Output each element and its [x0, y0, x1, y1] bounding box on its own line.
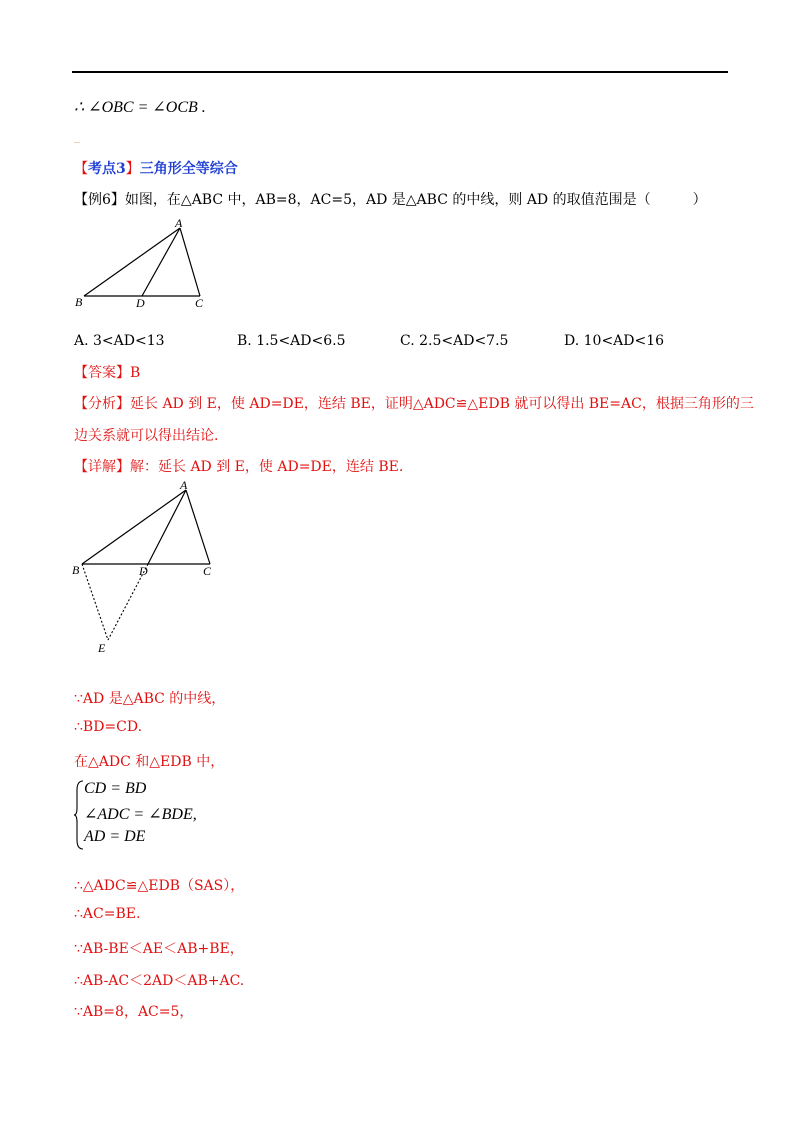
- side-ac: [186, 490, 210, 564]
- proof-line-8: ∵AB=8，AC=5，: [74, 1004, 194, 1020]
- detail-line: 【详解】解：延长 AD 到 E，使 AD=DE，连结 BE.: [74, 459, 404, 475]
- median-ad: [148, 490, 186, 564]
- left-brace: [74, 780, 84, 850]
- proof-line-6: ∵AB-BE＜AE＜AB+BE，: [74, 941, 244, 957]
- system-row-3: AD = DE: [84, 828, 146, 845]
- proof-line-3: 在△ADC 和△EDB 中，: [74, 754, 225, 770]
- orange-mark: ---: [74, 139, 81, 146]
- proof-line-5: ∴AC=BE.: [74, 906, 141, 922]
- median-ad: [142, 228, 180, 296]
- option-d: D. 10<AD<16: [564, 333, 665, 349]
- example-question: [74, 189, 707, 209]
- option-c: C. 2.5<AD<7.5: [400, 333, 509, 349]
- header-rule: [72, 71, 728, 73]
- proof-line-1: ∵AD 是△ABC 的中线，: [74, 691, 226, 707]
- label-d: D: [136, 296, 145, 310]
- label-d: D: [139, 564, 148, 578]
- section-bracket-close: 】: [125, 161, 140, 177]
- option-a: A. 3<AD<13: [74, 333, 165, 349]
- example-text: 如图，在△ABC 中，AB=8，AC=5，AD 是△ABC 的中线，则 AD 的取值范围是（ ）: [124, 192, 707, 208]
- side-ac: [180, 228, 200, 296]
- label-a: A: [175, 218, 183, 230]
- label-c: C: [195, 296, 204, 310]
- system-row-2: ∠ADC = ∠BDE,: [84, 806, 197, 823]
- side-ab: [82, 490, 186, 564]
- example-label: 【例6】: [74, 192, 125, 208]
- proof-line-2: ∴BD=CD.: [74, 719, 143, 735]
- side-ab: [84, 228, 180, 296]
- system-row-1: CD = BD: [84, 780, 147, 797]
- extended-triangle-figure: [68, 476, 228, 658]
- triangle-figure: [70, 218, 220, 310]
- section-bracket-open: 【: [74, 161, 88, 177]
- proof-line-7: ∴AB-AC＜2AD＜AB+AC.: [74, 973, 245, 989]
- answer: 【答案】B: [74, 365, 141, 381]
- dotted-be: [82, 564, 108, 640]
- label-b: B: [72, 563, 80, 577]
- section-tag: 考点3: [88, 161, 126, 177]
- analysis-line-2: 边关系就可以得出结论.: [74, 428, 219, 444]
- analysis-line-1: 【分析】延长 AD 到 E，使 AD=DE，连结 BE，证明△ADC≌△EDB 就可以得出 BE=AC，根据三角形的三: [74, 396, 754, 412]
- label-e: E: [98, 641, 106, 655]
- label-c: C: [203, 564, 212, 578]
- section-heading: [74, 158, 238, 178]
- section-title: 三角形全等综合: [139, 161, 238, 177]
- proof-line-4: ∴△ADC≌△EDB（SAS），: [74, 878, 245, 894]
- option-b: B. 1.5<AD<6.5: [237, 333, 346, 349]
- label-a: A: [180, 478, 188, 492]
- top-conclusion: ∴ ∠OBC = ∠OCB .: [74, 99, 206, 116]
- label-b: B: [75, 295, 83, 309]
